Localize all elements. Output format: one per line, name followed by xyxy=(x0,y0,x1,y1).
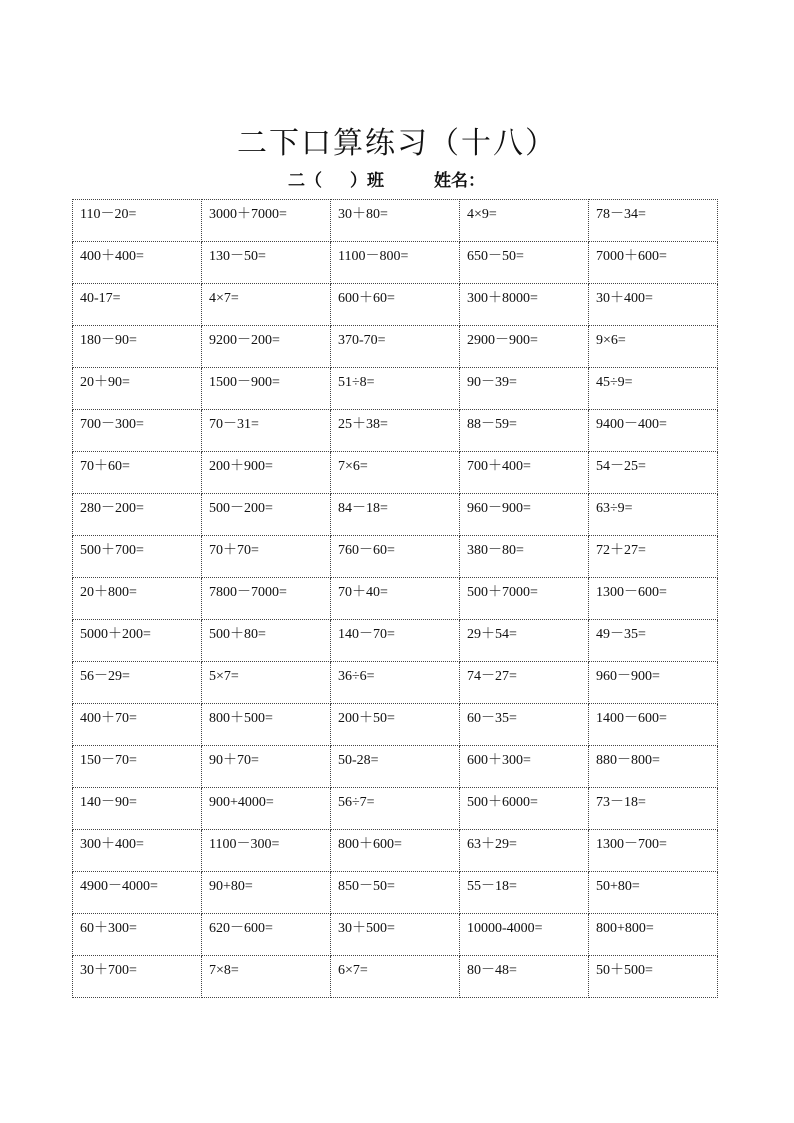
problem-cell: 500＋700= xyxy=(73,536,202,578)
class-name-line xyxy=(288,166,485,190)
problem-cell: 2900－900= xyxy=(460,326,589,368)
table-row xyxy=(73,830,718,872)
problem-cell: 800＋500= xyxy=(202,704,331,746)
problem-cell: 45÷9= xyxy=(589,368,718,410)
problem-cell: 1500－900= xyxy=(202,368,331,410)
problem-cell: 650－50= xyxy=(460,242,589,284)
problem-cell: 7000＋600= xyxy=(589,242,718,284)
table-row xyxy=(73,242,718,284)
problem-cell: 700－300= xyxy=(73,410,202,452)
table-row xyxy=(73,662,718,704)
table-row xyxy=(73,326,718,368)
problem-cell: 9×6= xyxy=(589,326,718,368)
table-row xyxy=(73,746,718,788)
problem-cell: 600＋300= xyxy=(460,746,589,788)
problem-cell: 6×7= xyxy=(331,956,460,998)
problem-cell: 55－18= xyxy=(460,872,589,914)
problem-cell: 70＋60= xyxy=(73,452,202,494)
problem-cell: 25＋38= xyxy=(331,410,460,452)
problem-cell: 4900－4000= xyxy=(73,872,202,914)
problem-cell: 70＋40= xyxy=(331,578,460,620)
problem-cell: 900+4000= xyxy=(202,788,331,830)
problem-cell: 73－18= xyxy=(589,788,718,830)
problem-cell: 500＋80= xyxy=(202,620,331,662)
problem-cell: 380－80= xyxy=(460,536,589,578)
problem-cell: 1300－600= xyxy=(589,578,718,620)
table-row xyxy=(73,872,718,914)
problem-cell: 54－25= xyxy=(589,452,718,494)
table-row xyxy=(73,200,718,242)
problem-cell: 84－18= xyxy=(331,494,460,536)
problem-cell: 400＋70= xyxy=(73,704,202,746)
table-row xyxy=(73,368,718,410)
table-row xyxy=(73,410,718,452)
problem-cell: 9200－200= xyxy=(202,326,331,368)
problem-cell: 78－34= xyxy=(589,200,718,242)
problem-cell: 500＋7000= xyxy=(460,578,589,620)
problem-cell: 800+800= xyxy=(589,914,718,956)
table-row xyxy=(73,914,718,956)
problem-cell: 7×6= xyxy=(331,452,460,494)
problem-cell: 180－90= xyxy=(73,326,202,368)
problem-cell: 1100－300= xyxy=(202,830,331,872)
problem-cell: 60－35= xyxy=(460,704,589,746)
problem-cell: 90+80= xyxy=(202,872,331,914)
problem-cell: 63＋29= xyxy=(460,830,589,872)
table-row xyxy=(73,494,718,536)
problem-cell: 3000＋7000= xyxy=(202,200,331,242)
problem-cell: 72＋27= xyxy=(589,536,718,578)
problem-cell: 36÷6= xyxy=(331,662,460,704)
table-row xyxy=(73,452,718,494)
problem-cell: 90＋70= xyxy=(202,746,331,788)
problem-cell: 620－600= xyxy=(202,914,331,956)
problem-cell: 50+80= xyxy=(589,872,718,914)
problem-cell: 150－70= xyxy=(73,746,202,788)
problem-cell: 370-70= xyxy=(331,326,460,368)
problem-cell: 850－50= xyxy=(331,872,460,914)
problem-cell: 40-17= xyxy=(73,284,202,326)
problem-cell: 1300－700= xyxy=(589,830,718,872)
problem-cell: 960－900= xyxy=(589,662,718,704)
problem-cell: 60＋300= xyxy=(73,914,202,956)
problem-cell: 4×7= xyxy=(202,284,331,326)
problem-cell: 300＋8000= xyxy=(460,284,589,326)
table-row xyxy=(73,578,718,620)
problem-cell: 7×8= xyxy=(202,956,331,998)
problem-cell: 700＋400= xyxy=(460,452,589,494)
problem-cell: 130－50= xyxy=(202,242,331,284)
table-row xyxy=(73,536,718,578)
problem-cell: 74－27= xyxy=(460,662,589,704)
problem-cell: 140－70= xyxy=(331,620,460,662)
problem-cell: 9400－400= xyxy=(589,410,718,452)
problem-cell: 140－90= xyxy=(73,788,202,830)
problem-cell: 80－48= xyxy=(460,956,589,998)
problem-cell: 56÷7= xyxy=(331,788,460,830)
problem-cell: 960－900= xyxy=(460,494,589,536)
problem-cell: 49－35= xyxy=(589,620,718,662)
problem-cell: 200＋50= xyxy=(331,704,460,746)
name-label: 姓名： xyxy=(434,170,485,191)
problem-cell: 50-28= xyxy=(331,746,460,788)
problem-cell: 30＋400= xyxy=(589,284,718,326)
problem-cell: 30＋80= xyxy=(331,200,460,242)
problem-cell: 20＋90= xyxy=(73,368,202,410)
table-row xyxy=(73,788,718,830)
problem-cell: 5×7= xyxy=(202,662,331,704)
problem-cell: 90－39= xyxy=(460,368,589,410)
problem-cell: 29＋54= xyxy=(460,620,589,662)
problem-cell: 10000-4000= xyxy=(460,914,589,956)
table-row xyxy=(73,704,718,746)
problem-cell: 1100－800= xyxy=(331,242,460,284)
problem-cell: 88－59= xyxy=(460,410,589,452)
problem-cell: 500－200= xyxy=(202,494,331,536)
class-label-prefix: 二（ xyxy=(288,170,322,191)
problem-cell: 110－20= xyxy=(73,200,202,242)
problem-grid xyxy=(72,199,718,998)
problem-cell: 400＋400= xyxy=(73,242,202,284)
table-row xyxy=(73,620,718,662)
problem-cell: 70＋70= xyxy=(202,536,331,578)
problem-cell: 5000＋200= xyxy=(73,620,202,662)
class-label-suffix: ）班 xyxy=(350,170,384,191)
problem-cell: 30＋500= xyxy=(331,914,460,956)
problem-cell: 1400－600= xyxy=(589,704,718,746)
table-row xyxy=(73,956,718,998)
problem-cell: 300＋400= xyxy=(73,830,202,872)
problem-cell: 51÷8= xyxy=(331,368,460,410)
problem-cell: 880－800= xyxy=(589,746,718,788)
problem-cell: 200＋900= xyxy=(202,452,331,494)
problem-cell: 600＋60= xyxy=(331,284,460,326)
page-title: 二下口算练习（十八） xyxy=(237,126,557,161)
problem-cell: 800＋600= xyxy=(331,830,460,872)
problem-cell: 7800－7000= xyxy=(202,578,331,620)
problem-cell: 280－200= xyxy=(73,494,202,536)
problem-cell: 30＋700= xyxy=(73,956,202,998)
problem-cell: 50＋500= xyxy=(589,956,718,998)
problem-cell: 500＋6000= xyxy=(460,788,589,830)
problem-cell: 760－60= xyxy=(331,536,460,578)
problem-cell: 20＋800= xyxy=(73,578,202,620)
problem-cell: 56－29= xyxy=(73,662,202,704)
problem-cell: 63÷9= xyxy=(589,494,718,536)
problem-cell: 4×9= xyxy=(460,200,589,242)
problem-cell: 70－31= xyxy=(202,410,331,452)
table-row xyxy=(73,284,718,326)
